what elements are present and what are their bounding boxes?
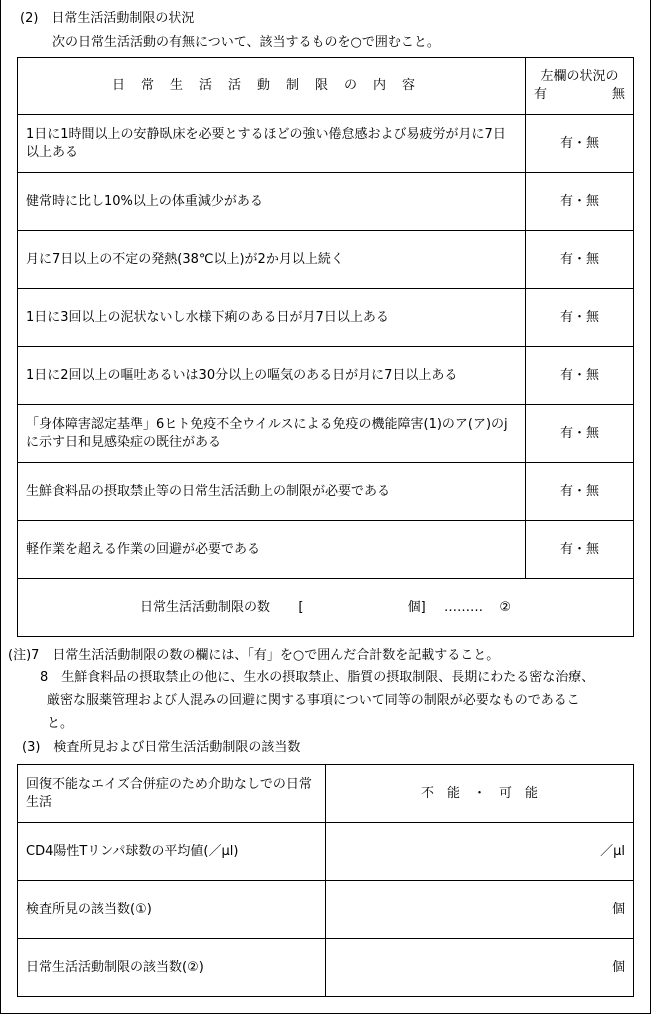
findings-count-field[interactable]: 個 — [326, 881, 634, 939]
limitation-count-field[interactable]: 個 — [326, 939, 634, 997]
choice-yes-no[interactable]: 有・無 — [526, 521, 634, 579]
section2-heading: (2) 日常生活活動制限の状況 — [20, 11, 195, 26]
row-text: 生鮮食料品の摂取禁止等の日常生活活動上の制限が必要である — [18, 463, 526, 521]
header-content: 日常生活活動制限の内容 — [18, 58, 526, 115]
row-text: 1日に3回以上の泥状ないし水様下痢のある日が月7日以上ある — [18, 289, 526, 347]
row-text: 1日に2回以上の嘔吐あるいは30分以上の嘔気のある日が月に7日以上ある — [18, 347, 526, 405]
table-row — [18, 173, 634, 231]
findings-table — [17, 764, 634, 997]
note-7: (注)7 日常生活活動制限の数の欄には、「有」を○で囲んだ合計数を記載すること。 — [8, 648, 500, 663]
row-text: 月に7日以上の不定の発熱(38℃以上)が2か月以上続く — [18, 231, 526, 289]
table-row — [18, 231, 634, 289]
section3-heading: (3) 検査所見および日常生活活動制限の該当数 — [22, 740, 301, 755]
cd4-value-field[interactable]: ／μl — [326, 823, 634, 881]
table-row — [18, 405, 634, 463]
table-header-row — [18, 58, 634, 115]
choice-yes-no[interactable]: 有・無 — [526, 463, 634, 521]
row-label: 検査所見の該当数(①) — [18, 881, 326, 939]
choice-yes-no[interactable]: 有・無 — [526, 289, 634, 347]
count-dots: ……… — [444, 599, 484, 615]
row-label: 回復不能なエイズ合併症のため介助なしでの日常生活 — [18, 765, 326, 823]
choice-yes-no[interactable]: 有・無 — [526, 347, 634, 405]
choice-yes-no[interactable]: 有・無 — [526, 115, 634, 173]
note-8-line3: と。 — [47, 716, 74, 731]
table-row — [18, 115, 634, 173]
count-unit: 個] — [407, 599, 426, 615]
table-row — [18, 765, 634, 823]
table-row — [18, 289, 634, 347]
ability-choice[interactable]: 不 能 ・ 可 能 — [326, 765, 634, 823]
count-row — [18, 579, 634, 637]
count-label: 日常生活活動制限の数 — [140, 599, 271, 615]
table-row — [18, 939, 634, 997]
count-bracket-open: [ — [298, 599, 304, 615]
row-text: 健常時に比し10%以上の体重減少がある — [18, 173, 526, 231]
table-row — [18, 823, 634, 881]
note-8-line1: 8 生鮮食料品の摂取禁止の他に、生水の摂取禁止、脂質の摂取制限、長期にわたる密な治療、 — [40, 670, 595, 685]
activity-limitation-table — [17, 57, 634, 637]
table-row — [18, 463, 634, 521]
row-label: 日常生活活動制限の該当数(②) — [18, 939, 326, 997]
section2-instruction: 次の日常生活活動の有無について、該当するものを○で囲むこと。 — [52, 35, 440, 50]
row-text: 1日に1時間以上の安静臥床を必要とするほどの強い倦怠感および易疲労が月に7日以上ある — [18, 115, 526, 173]
row-label: CD4陽性Tリンパ球数の平均値(／μl) — [18, 823, 326, 881]
note-8-line2: 厳密な服薬管理および人混みの回避に関する事項について同等の制限が必要なものであるこ — [47, 693, 580, 708]
choice-yes-no[interactable]: 有・無 — [526, 173, 634, 231]
table-row — [18, 521, 634, 579]
header-status: 左欄の状況の 有 無 — [526, 58, 634, 115]
choice-yes-no[interactable]: 有・無 — [526, 405, 634, 463]
row-text: 軽作業を超える作業の回避が必要である — [18, 521, 526, 579]
table-row — [18, 347, 634, 405]
count-mark: ② — [499, 599, 511, 615]
choice-yes-no[interactable]: 有・無 — [526, 231, 634, 289]
count-cell — [18, 579, 634, 637]
table-row — [18, 881, 634, 939]
row-text: 「身体障害認定基準」6ヒト免疫不全ウイルスによる免疫の機能障害(1)のア(ア)のjに示す日和見感染症の既往がある — [18, 405, 526, 463]
